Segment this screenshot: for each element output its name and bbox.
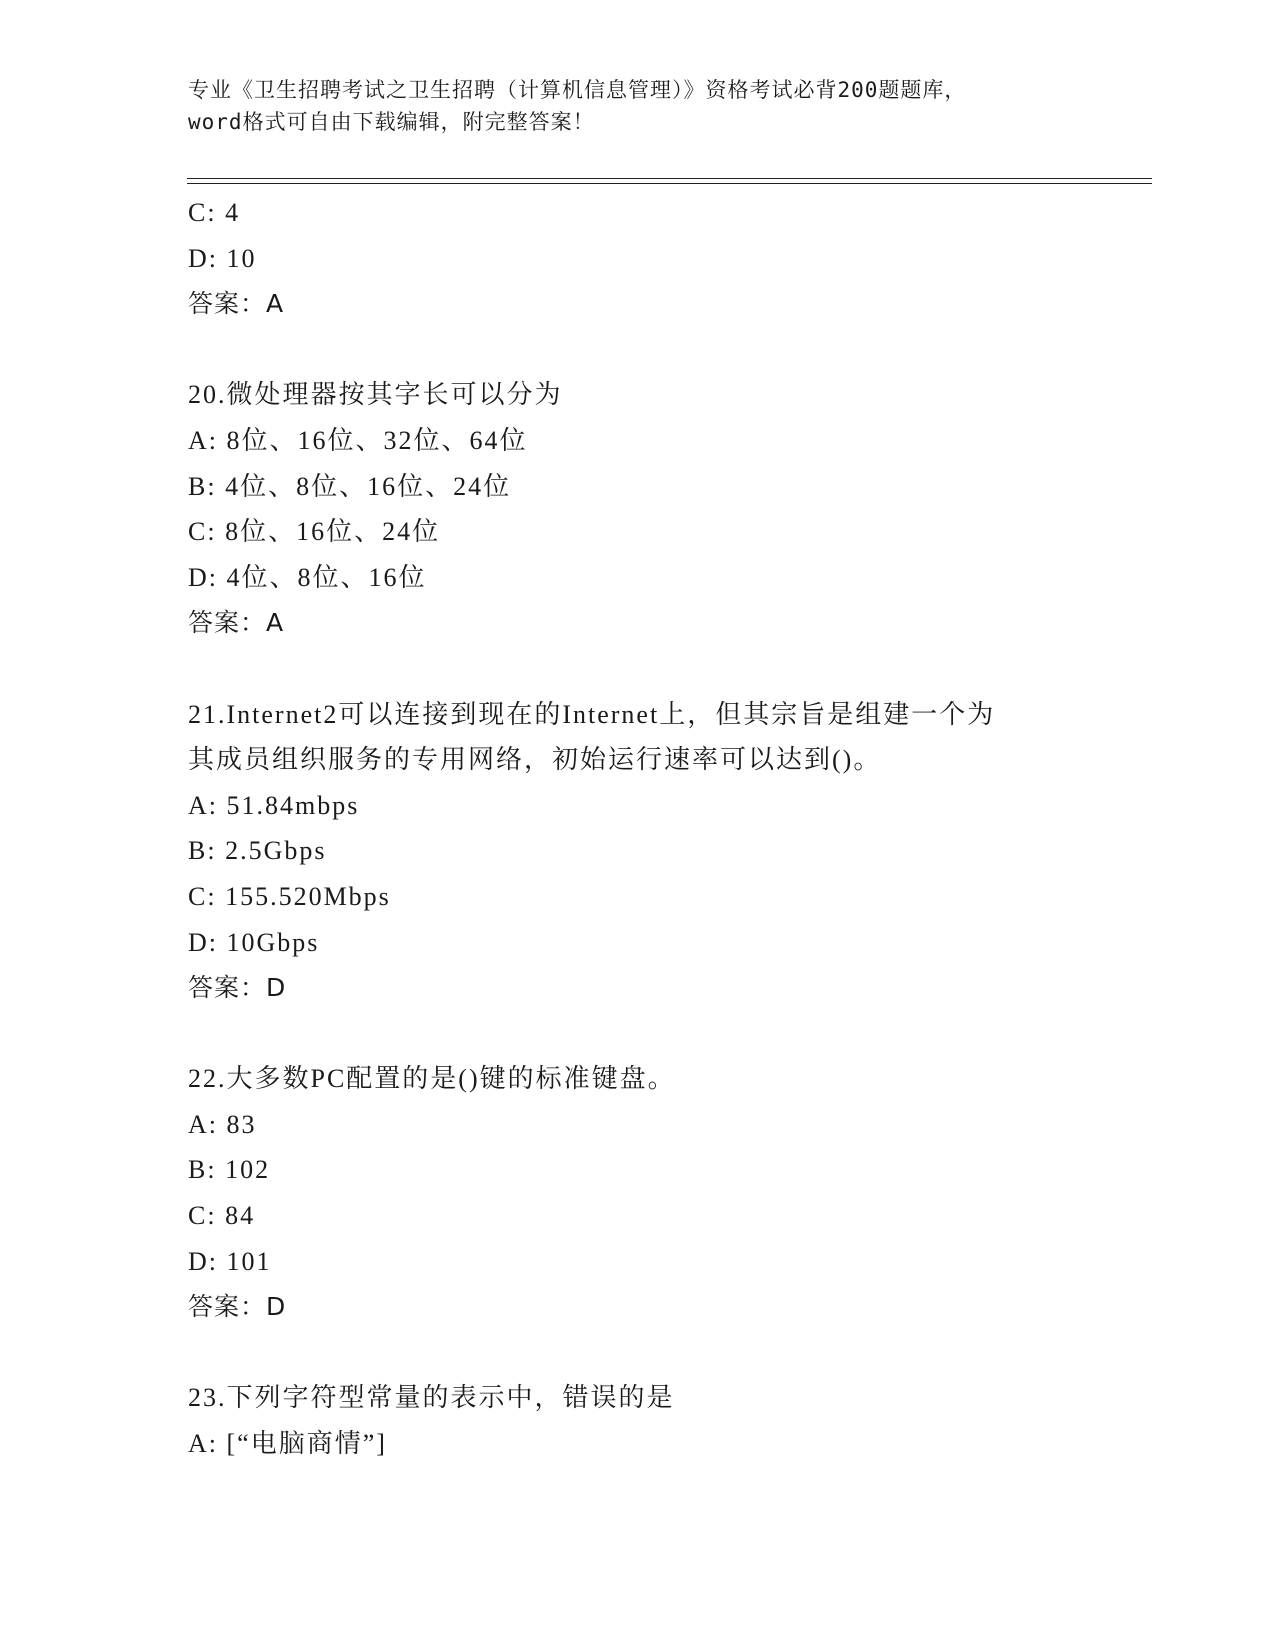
option-c: C: 84 [188, 1201, 256, 1231]
option-a: A: 83 [188, 1109, 257, 1139]
question-block-23 [188, 1375, 1148, 1466]
spacer [188, 327, 1148, 373]
option-d: D: 10 [188, 243, 257, 273]
option-c: C: 155.520Mbps [188, 881, 391, 911]
option-b: B: 102 [188, 1155, 271, 1185]
question-text: 23.下列字符型常量的表示中，错误的是 [188, 1383, 675, 1413]
answer-line: 答案：A [188, 289, 285, 319]
answer-line: 答案：A [188, 608, 285, 638]
option-d: D: 4位、8位、16位 [188, 562, 427, 592]
spacer [188, 1011, 1148, 1057]
answer-line: 答案：D [188, 973, 287, 1003]
answer-line: 答案：D [188, 1292, 287, 1322]
header-title-line-1: 专业《卫生招聘考试之卫生招聘（计算机信息管理）》资格考试必背200题题库， [188, 78, 967, 102]
spacer [188, 1330, 1148, 1376]
question-block-previous [188, 190, 1148, 327]
document-header [188, 74, 1088, 138]
question-text: 22.大多数PC配置的是()键的标准键盘。 [188, 1064, 676, 1094]
option-b: B: 4位、8位、16位、24位 [188, 471, 512, 501]
question-block-20 [188, 372, 1148, 646]
option-c: C: 4 [188, 198, 241, 227]
header-title-line-2: word格式可自由下载编辑，附完整答案！ [188, 110, 595, 134]
question-text: 20.微处理器按其字长可以分为 [188, 380, 563, 410]
header-divider-top [187, 178, 1152, 179]
question-text-line-1: 21.Internet2可以连接到现在的Internet上，但其宗旨是组建一个为 [188, 699, 996, 729]
question-block-22 [188, 1056, 1148, 1330]
option-c: C: 8位、16位、24位 [188, 517, 441, 547]
question-list [188, 190, 1148, 1467]
question-text-line-2: 其成员组织服务的专用网络，初始运行速率可以达到()。 [188, 745, 882, 775]
option-a: A: 51.84mbps [188, 790, 360, 820]
option-a: A: 8位、16位、32位、64位 [188, 425, 528, 455]
option-b: B: 2.5Gbps [188, 836, 327, 866]
spacer [188, 646, 1148, 692]
header-divider-bottom [187, 183, 1152, 184]
option-a: A: [“电脑商情”] [188, 1429, 387, 1459]
option-d: D: 10Gbps [188, 927, 320, 957]
question-block-21 [188, 692, 1148, 1011]
option-d: D: 101 [188, 1246, 272, 1276]
